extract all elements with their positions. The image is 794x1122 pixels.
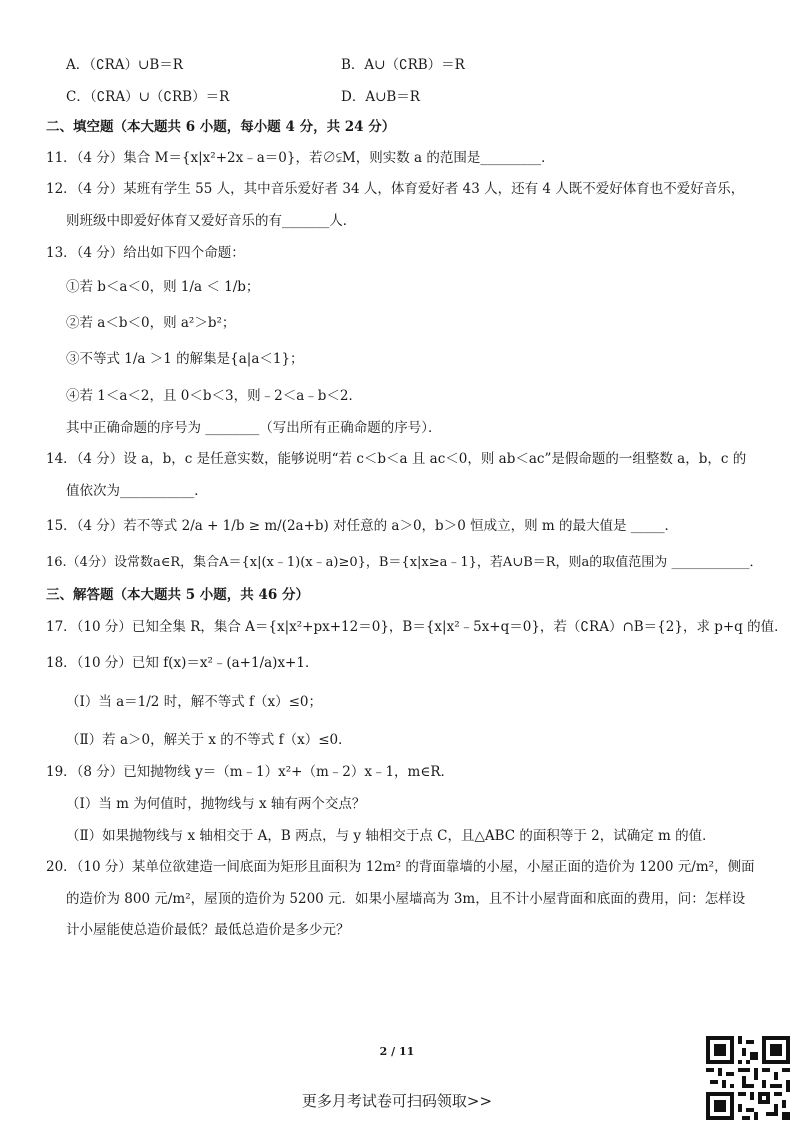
question-12-line-2: 则班级中即爱好体育又爱好音乐的有_______人．	[66, 213, 357, 229]
page-number: 2 / 11	[379, 1045, 415, 1058]
question-18: 18．（10 分）已知 f(x)＝x²﹣(a+1/a)x+1．	[46, 655, 319, 671]
section-2-title: 二、填空题（本大题共 6 小题，每小题 4 分，共 24 分）	[46, 119, 396, 135]
question-20-line-3: 计小屋能使总造价最低？最低总造价是多少元？	[66, 922, 350, 938]
question-11: 11．（4 分）集合 M＝{x|x²+2x﹣a＝0}，若∅⫋M，则实数 a 的范围是_________．	[46, 150, 555, 166]
option-c: C．（∁RA）∪（∁RB）＝R	[66, 89, 230, 105]
question-14-line-2: 值依次为___________．	[66, 483, 208, 499]
question-13-item-1: ①若 b＜a＜0，则 1/a ＜ 1/b；	[66, 279, 260, 295]
question-20-line-2: 的造价为 800 元/m²，屋顶的造价为 5200 元．如果小屋墙高为 3m，且不计小屋背面和底面的费用，问：怎样设	[66, 891, 746, 907]
question-14-line-1: 14．（4 分）设 a，b，c 是任意实数，能够说明“若 c＜b＜a 且 ac＜0，则 ab＜ac”是假命题的一组整数 a，b，c 的	[46, 451, 747, 467]
question-18-part-1: （Ⅰ）当 a＝1/2 时，解不等式 f（x）≤0；	[66, 694, 322, 710]
question-13: 13．（4 分）给出如下四个命题：	[46, 245, 245, 261]
question-13-item-4: ④若 1＜a＜2，且 0＜b＜3，则﹣2＜a﹣b＜2．	[66, 388, 362, 404]
question-17: 17．（10 分）已知全集 R，集合 A＝{x|x²+px+12＝0}，B＝{x|x²﹣5x+q＝0}，若（∁RA）∩B＝{2}，求 p+q 的值．	[46, 619, 788, 635]
option-b: B．A∪（∁RB）＝R	[341, 57, 465, 73]
question-19-part-1: （Ⅰ）当 m 为何值时，抛物线与 x 轴有两个交点？	[66, 796, 366, 812]
question-13-item-3: ③不等式 1/a ＞1 的解集是{a|a＜1}；	[66, 351, 304, 367]
question-16: 16.（4分）设常数a∈R，集合A＝{x|(x﹣1)(x﹣a)≥0}，B＝{x|x≥a﹣1}，若A∪B＝R，则a的取值范围为 ____________．	[46, 555, 763, 570]
footer-scan-prompt: 更多月考试卷可扫码领取>>	[301, 1092, 493, 1110]
question-13-item-2: ②若 a＜b＜0，则 a²＞b²；	[66, 315, 236, 331]
question-20-line-1: 20．（10 分）某单位欲建造一间底面为矩形且面积为 12m² 的背面靠墙的小屋，小屋正面的造价为 1200 元/m²，侧面	[46, 859, 755, 875]
question-15: 15．（4 分）若不等式 2/a + 1/b ≥ m/(2a+b) 对任意的 a＞0，b＞0 恒成立，则 m 的最大值是 _____．	[46, 518, 678, 534]
question-19-part-2: （Ⅱ）如果抛物线与 x 轴相交于 A，B 两点，与 y 轴相交于点 C，且△ABC 的面积等于 2，试确定 m 的值．	[66, 828, 716, 844]
option-a: A．（∁RA）∪B＝R	[66, 57, 183, 73]
option-d: D．A∪B＝R	[341, 89, 420, 105]
section-3-title: 三、解答题（本大题共 5 小题，共 46 分）	[46, 587, 309, 603]
question-19: 19．（8 分）已知抛物线 y＝（m﹣1）x²+（m﹣2）x﹣1，m∈R．	[46, 764, 455, 780]
question-12-line-1: 12．（4 分）某班有学生 55 人，其中音乐爱好者 34 人，体育爱好者 43 人，还有 4 人既不爱好体育也不爱好音乐，	[46, 181, 745, 197]
question-18-part-2: （Ⅱ）若 a＞0，解关于 x 的不等式 f（x）≤0．	[66, 732, 352, 748]
question-13-tail: 其中正确命题的序号为 ________（写出所有正确命题的序号）．	[66, 420, 442, 436]
